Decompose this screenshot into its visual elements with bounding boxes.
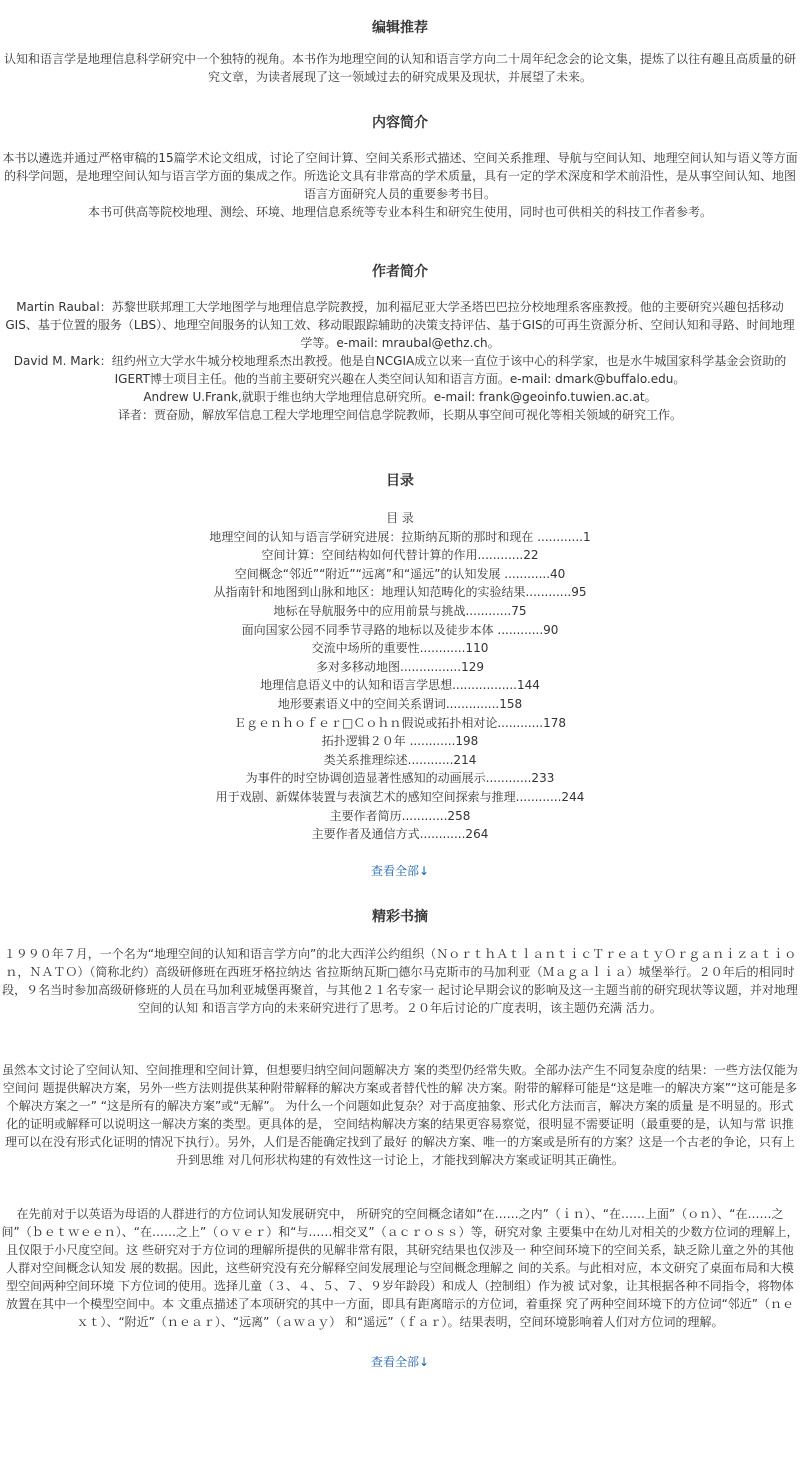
toc-item: 主要作者及通信方式............264 — [311, 827, 489, 842]
author-bio: 译者：贾奋励，解放军信息工程大学地理空间信息学院教师，长期从事空间可视化等相关领域的研究工作。 — [117, 408, 682, 422]
toc-heading: 目 录 — [386, 511, 414, 525]
editor-section — [0, 16, 800, 86]
author-bio: David M. Mark：纽约州立大学水牛城分校地理系杰出教授。他是自NCGIA成立以来一直位于该中心的科学家，也是水牛城国家科学基金会资助的IGERT博士项目主任。他的当前主要研究兴趣在人类空间认知和语言方面。e-mail: dmark@buffalo.edu。 — [13, 354, 787, 386]
toc-item: 为事件的时空协调创造显著性感知的动画展示............233 — [245, 771, 555, 786]
toc-section — [0, 469, 800, 880]
toc-item: 面向国家公园不同季节寻路的地标以及徒步本体 ............90 — [241, 622, 559, 637]
excerpt-paragraph: 虽然本文讨论了空间认知、空间推理和空间计算，但想要归纳空间问题解决方 案的类型仍经常失败。全部办法产生不同复杂度的结果：一些方法仅能为空间问 题提供解决方案，另外一些方法则提供某种附带解释的解决方案或者替代性的解 决方案。附带的解释可能是“这是唯一的解决方案”“这可能是多个解决方案之一” “这是所有的解决方案”或“无解”。 为什么一个问题如此复杂？对于高度抽象、形式化方法而言，解决方案的质量 是不明显的。形式化的证明或解释可以说明这一解决方案的类型。更具体的是， 空间结构解决方案的结果更容易察觉，很明显不需要证明（最重要的是，认知与常 识推理可以在没有形式化证明的情况下执行）。另外，人们是否能确定找到了最好 的解决方案、唯一的方案或是所有的方案？这是一个古老的争论，只有上升到思维 对几何形状构建的有效性这一讨论上，才能找到解决方案或证明其正确性。 — [2, 1063, 798, 1167]
excerpt-paragraph: 在先前对于以英语为母语的人群进行的方位词认知发展研究中， 所研究的空间概念诸如“在……之内”（ｉｎ）、“在……上面”（ｏｎ）、“在……之 间”（ｂｅｔｗｅｅｎ）、“在……之上”（ｏｖｅｒ）和“与……相交叉”（ａｃｒｏｓｓ）等，研究对象 主要集中在幼儿对相关的少数方位词的理解上，且仅限于小尺度空间。这 些研究对于方位词的理解所提供的见解非常有限，其研究结果也仅涉及一 种空间环境下的空间关系，缺乏除儿童之外的其他人群对空间概念认知发 展的数据。因此，这些研究没有充分解释空间发展理论与空间概念理解之 间的关系。与此相对应，本文研究了桌面布局和大模型空间两种空间环境 下方位词的使用。选择儿童（３、４、５、７、９岁年龄段）和成人（控制组）作为被 试对象，让其根据各种不同指令，将物体放置在其中一个模型空间中。本 文重点描述了本项研究的其中一方面，即具有距离暗示的方位词，着重探 究了两种空间环境下的方位词“邻近”（ｎｅｘｔ）、“附近”（ｎｅａｒ）、“远离”（ａｗａｙ） 和“遥远”（ｆａｒ）。结果表明，空间环境影响着人们对方位词的理解。 — [1, 1207, 799, 1329]
excerpt-more-wrap — [0, 1353, 800, 1371]
toc-item: 地形要素语义中的空间关系谓词..............158 — [277, 696, 523, 711]
toc-title: 目录 — [386, 473, 414, 489]
toc-item: 用于戏剧、新媒体装置与表演艺术的感知空间探索与推理............244 — [215, 789, 585, 804]
excerpt-show-all-link[interactable] — [371, 1353, 429, 1371]
arrow-down-icon: ↓ — [418, 1355, 430, 1369]
toc-show-all-link[interactable] — [371, 862, 429, 880]
toc-item: 空间计算：空间结构如何代替计算的作用............22 — [261, 548, 539, 563]
authors-section — [0, 260, 800, 424]
toc-item: 空间概念“邻近”“附近”“远离”和“遥远”的认知发展 ............40 — [234, 566, 566, 581]
excerpt-title: 精彩书摘 — [372, 909, 428, 925]
toc-item: 从指南针和地图到山脉和地区：地理认知范畴化的实验结果............95 — [213, 585, 587, 600]
toc-item: 交流中场所的重要性............110 — [311, 641, 489, 656]
summary-paragraph: 本书可供高等院校地理、测绘、环境、地理信息系统等专业本科生和研究生使用，同时也可供相关的科技工作者参考。 — [87, 205, 712, 219]
toc-more-wrap — [0, 862, 800, 880]
summary-paragraph: 本书以遴选并通过严格审稿的15篇学术论文组成，讨论了空间计算、空间关系形式描述、空间关系推理、导航与空间认知、地理空间认知与语义等方面的科学问题，是地理空间认知与语言学方面的集成之作。所选论文具有非常高的学术质量，具有一定的学术深度和学术前沿性，是从事空间认知、地图语言方面研究人员的重要参考书目。 — [2, 151, 798, 201]
toc-show-all-label: 查看全部 — [370, 863, 419, 878]
summary-title: 内容简介 — [372, 115, 428, 131]
author-bio: Martin Raubal：苏黎世联邦理工大学地图学与地理信息学院教授，加利福尼亚大学圣塔巴巴拉分校地理系客座教授。他的主要研究兴趣包括移动GIS、基于位置的服务（LBS）、地理空间服务的认知工效、移动眼跟踪辅助的决策支持评估、基于GIS的可再生资源分析、空间认知和寻路、时间地理学等。e-mail: mraubal@ethz.ch。 — [5, 300, 795, 350]
toc-item: 地理信息语义中的认知和语言学思想.................144 — [260, 678, 540, 693]
arrow-down-icon: ↓ — [418, 863, 430, 878]
toc-item: 地标在导航服务中的应用前景与挑战............75 — [273, 603, 527, 618]
toc-item: 主要作者简历............258 — [329, 808, 471, 823]
excerpt-paragraph: １９９０年７月，一个名为“地理空间的认知和语言学方向”的北大西洋公约组织（ＮｏｒｔｈＡｔｌａｎｔｉｃＴｒｅａｔｙＯｒｇａｎｉｚａｔｉｏｎ，ＮＡＴＯ）（简称北约）高级研修班在西班牙格拉纳达 省拉斯纳瓦斯□德尔马克斯市的马加利亚（Ｍａｇａｌｉａ）城堡举行。２０年后的相同时 段，９名当时参加高级研修班的人员在马加利亚城堡再聚首，与其他２１名专家一 起讨论早期会议的影响及这一主题当前的研究现状等议题，并对地理空间的认知 和语言学方向的未来研究进行了思考。２０年后讨论的广度表明，该主题仍充满 活力。 — [2, 947, 798, 1015]
author-bio: Andrew U.Frank,就职于维也纳大学地理信息研究所。e-mail: frank@geoinfo.tuwien.ac.at。 — [143, 390, 657, 404]
excerpt-show-all-label: 查看全部 — [370, 1355, 419, 1369]
toc-item: 类关系推理综述............214 — [323, 752, 477, 767]
toc-list — [0, 528, 800, 844]
authors-title: 作者简介 — [372, 264, 428, 280]
toc-item: 地理空间的认知与语言学研究进展：拉斯纳瓦斯的那时和现在 ............1 — [209, 529, 591, 544]
toc-item: 多对多移动地图................129 — [316, 659, 484, 674]
excerpt-section — [0, 905, 800, 1371]
editor-title: 编辑推荐 — [372, 20, 428, 36]
toc-item: Ｅｇｅｎｈｏｆｅｒ□Ｃｏｈｎ假说或拓扑相对论............178 — [233, 715, 567, 730]
toc-item: 拓扑逻辑２０年 ............198 — [321, 734, 479, 749]
summary-section — [0, 111, 800, 221]
editor-text: 认知和语言学是地理信息科学研究中一个独特的视角。本书作为地理空间的认知和语言学方向二十周年纪念会的论文集，提炼了以往有趣且高质量的研究文章，为读者展现了这一领域过去的研究成果及现状，并展望了未来。 — [3, 52, 796, 84]
